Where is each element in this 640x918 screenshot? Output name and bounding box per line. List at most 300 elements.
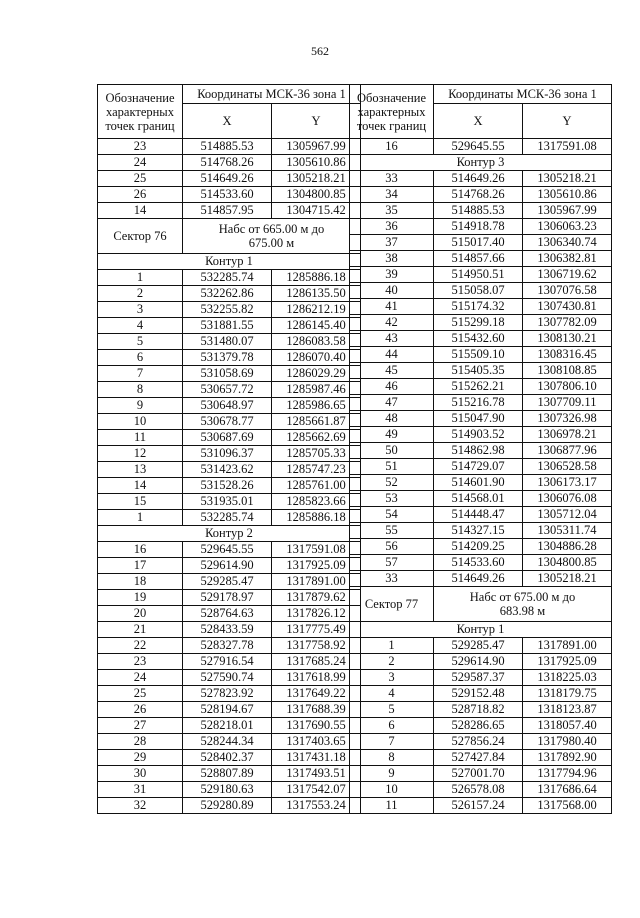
y-coordinate-cell: 1306076.08 (523, 491, 612, 507)
point-id-cell: 39 (350, 267, 434, 283)
y-coordinate-cell: 1285705.33 (272, 446, 361, 462)
contour-row (98, 254, 361, 270)
contour-label: Контур 2 (98, 526, 361, 542)
point-id-cell: 31 (98, 782, 183, 798)
header-y: Y (523, 104, 612, 139)
x-coordinate-cell: 529587.37 (434, 670, 523, 686)
coordinates-table-right (349, 84, 612, 814)
point-id-cell: 25 (98, 686, 183, 702)
y-coordinate-cell: 1306173.17 (523, 475, 612, 491)
table-row (350, 251, 612, 267)
table-row (98, 638, 361, 654)
point-id-cell: 37 (350, 235, 434, 251)
y-coordinate-cell: 1285886.18 (272, 270, 361, 286)
point-id-cell: 23 (98, 139, 183, 155)
point-id-cell: 34 (350, 187, 434, 203)
point-id-cell: 52 (350, 475, 434, 491)
table-row (350, 283, 612, 299)
x-coordinate-cell: 514768.26 (183, 155, 272, 171)
point-id-cell: 50 (350, 443, 434, 459)
table-row (350, 654, 612, 670)
point-id-cell: 3 (98, 302, 183, 318)
y-coordinate-cell: 1317925.09 (272, 558, 361, 574)
y-coordinate-cell: 1307326.98 (523, 411, 612, 427)
table-row (98, 203, 361, 219)
y-coordinate-cell: 1307806.10 (523, 379, 612, 395)
header-point-designation: Обозначение характерных точек границ (350, 85, 434, 139)
table-row (350, 171, 612, 187)
x-coordinate-cell: 515432.60 (434, 331, 523, 347)
x-coordinate-cell: 531528.26 (183, 478, 272, 494)
x-coordinate-cell: 530648.97 (183, 398, 272, 414)
x-coordinate-cell: 528807.89 (183, 766, 272, 782)
y-coordinate-cell: 1317568.00 (523, 798, 612, 814)
table-row (98, 430, 361, 446)
y-coordinate-cell: 1305311.74 (523, 523, 612, 539)
point-id-cell: 24 (98, 155, 183, 171)
table-row (350, 782, 612, 798)
y-coordinate-cell: 1317553.24 (272, 798, 361, 814)
y-coordinate-cell: 1304800.85 (272, 187, 361, 203)
header-y: Y (272, 104, 361, 139)
y-coordinate-cell: 1307430.81 (523, 299, 612, 315)
point-id-cell: 55 (350, 523, 434, 539)
table-row (350, 187, 612, 203)
header-x: X (434, 104, 523, 139)
x-coordinate-cell: 528286.65 (434, 718, 523, 734)
point-id-cell: 56 (350, 539, 434, 555)
left-table-body (98, 85, 361, 814)
point-id-cell: 10 (98, 414, 183, 430)
y-coordinate-cell: 1318123.87 (523, 702, 612, 718)
point-id-cell: 54 (350, 507, 434, 523)
sector-height-range: Набс от 675.00 м до 683.98 м (434, 587, 612, 622)
point-id-cell: 2 (98, 286, 183, 302)
y-coordinate-cell: 1304800.85 (523, 555, 612, 571)
y-coordinate-cell: 1317591.08 (523, 139, 612, 155)
table-row (350, 686, 612, 702)
x-coordinate-cell: 528718.82 (434, 702, 523, 718)
y-coordinate-cell: 1308108.85 (523, 363, 612, 379)
x-coordinate-cell: 514209.25 (434, 539, 523, 555)
point-id-cell: 7 (350, 734, 434, 750)
contour-label: Контур 3 (350, 155, 612, 171)
point-id-cell: 51 (350, 459, 434, 475)
x-coordinate-cell: 514448.47 (434, 507, 523, 523)
x-coordinate-cell: 529285.47 (183, 574, 272, 590)
y-coordinate-cell: 1307782.09 (523, 315, 612, 331)
sector-height-range: Набс от 665.00 м до 675.00 м (183, 219, 361, 254)
y-coordinate-cell: 1317794.96 (523, 766, 612, 782)
table-row (98, 622, 361, 638)
point-id-cell: 17 (98, 558, 183, 574)
table-row (98, 574, 361, 590)
x-coordinate-cell: 515509.10 (434, 347, 523, 363)
table-row (350, 750, 612, 766)
table-row (98, 318, 361, 334)
y-coordinate-cell: 1306719.62 (523, 267, 612, 283)
x-coordinate-cell: 528433.59 (183, 622, 272, 638)
point-id-cell: 25 (98, 171, 183, 187)
y-coordinate-cell: 1317980.40 (523, 734, 612, 750)
table-row (98, 766, 361, 782)
table-row (98, 462, 361, 478)
point-id-cell: 9 (350, 766, 434, 782)
table-row (350, 718, 612, 734)
table-row (98, 139, 361, 155)
point-id-cell: 13 (98, 462, 183, 478)
point-id-cell: 47 (350, 395, 434, 411)
sector-name: Сектор 76 (98, 219, 183, 254)
table-row (98, 510, 361, 526)
x-coordinate-cell: 514857.66 (434, 251, 523, 267)
x-coordinate-cell: 528194.67 (183, 702, 272, 718)
table-row (350, 347, 612, 363)
table-row (98, 686, 361, 702)
point-id-cell: 29 (98, 750, 183, 766)
table-row (98, 654, 361, 670)
x-coordinate-cell: 514857.95 (183, 203, 272, 219)
table-row (98, 494, 361, 510)
table-row (98, 286, 361, 302)
y-coordinate-cell: 1317775.49 (272, 622, 361, 638)
table-row (98, 542, 361, 558)
table-row (98, 366, 361, 382)
y-coordinate-cell: 1285761.00 (272, 478, 361, 494)
point-id-cell: 26 (98, 702, 183, 718)
right-table-body (350, 85, 612, 814)
x-coordinate-cell: 530678.77 (183, 414, 272, 430)
y-coordinate-cell: 1285986.65 (272, 398, 361, 414)
y-coordinate-cell: 1306877.96 (523, 443, 612, 459)
y-coordinate-cell: 1304886.28 (523, 539, 612, 555)
x-coordinate-cell: 514568.01 (434, 491, 523, 507)
y-coordinate-cell: 1317591.08 (272, 542, 361, 558)
table-row (350, 139, 612, 155)
y-coordinate-cell: 1286083.58 (272, 334, 361, 350)
x-coordinate-cell: 529178.97 (183, 590, 272, 606)
sector-row (98, 219, 361, 254)
y-coordinate-cell: 1317688.39 (272, 702, 361, 718)
table-row (350, 235, 612, 251)
point-id-cell: 33 (350, 171, 434, 187)
x-coordinate-cell: 515047.90 (434, 411, 523, 427)
x-coordinate-cell: 529614.90 (434, 654, 523, 670)
y-coordinate-cell: 1317431.18 (272, 750, 361, 766)
y-coordinate-cell: 1307709.11 (523, 395, 612, 411)
point-id-cell: 1 (98, 510, 183, 526)
y-coordinate-cell: 1317649.22 (272, 686, 361, 702)
x-coordinate-cell: 532285.74 (183, 510, 272, 526)
table-row (98, 734, 361, 750)
table-row (98, 782, 361, 798)
table-row (350, 395, 612, 411)
x-coordinate-cell: 531058.69 (183, 366, 272, 382)
table-row (350, 798, 612, 814)
y-coordinate-cell: 1286212.19 (272, 302, 361, 318)
x-coordinate-cell: 514918.78 (434, 219, 523, 235)
table-row (350, 459, 612, 475)
x-coordinate-cell: 515262.21 (434, 379, 523, 395)
point-id-cell: 9 (98, 398, 183, 414)
point-id-cell: 48 (350, 411, 434, 427)
point-id-cell: 53 (350, 491, 434, 507)
point-id-cell: 22 (98, 638, 183, 654)
point-id-cell: 4 (98, 318, 183, 334)
point-id-cell: 26 (98, 187, 183, 203)
y-coordinate-cell: 1317686.64 (523, 782, 612, 798)
table-row (98, 590, 361, 606)
x-coordinate-cell: 529280.89 (183, 798, 272, 814)
y-coordinate-cell: 1285886.18 (272, 510, 361, 526)
point-id-cell: 4 (350, 686, 434, 702)
point-id-cell: 5 (98, 334, 183, 350)
contour-label: Контур 1 (98, 254, 361, 270)
x-coordinate-cell: 532255.82 (183, 302, 272, 318)
point-id-cell: 43 (350, 331, 434, 347)
table-row (350, 219, 612, 235)
table-row (98, 750, 361, 766)
y-coordinate-cell: 1286145.40 (272, 318, 361, 334)
point-id-cell: 2 (350, 654, 434, 670)
point-id-cell: 21 (98, 622, 183, 638)
point-id-cell: 35 (350, 203, 434, 219)
x-coordinate-cell: 528402.37 (183, 750, 272, 766)
table-row (98, 382, 361, 398)
contour-label: Контур 1 (350, 622, 612, 638)
y-coordinate-cell: 1317542.07 (272, 782, 361, 798)
point-id-cell: 46 (350, 379, 434, 395)
point-id-cell: 1 (350, 638, 434, 654)
table-row (98, 558, 361, 574)
x-coordinate-cell: 527856.24 (434, 734, 523, 750)
y-coordinate-cell: 1285987.46 (272, 382, 361, 398)
x-coordinate-cell: 514768.26 (434, 187, 523, 203)
table-row (350, 427, 612, 443)
point-id-cell: 3 (350, 670, 434, 686)
x-coordinate-cell: 515058.07 (434, 283, 523, 299)
y-coordinate-cell: 1317891.00 (523, 638, 612, 654)
table-row (98, 334, 361, 350)
table-row (350, 507, 612, 523)
x-coordinate-cell: 514533.60 (183, 187, 272, 203)
contour-row (350, 155, 612, 171)
x-coordinate-cell: 514601.90 (434, 475, 523, 491)
x-coordinate-cell: 514649.26 (434, 571, 523, 587)
table-row (350, 315, 612, 331)
table-row (98, 350, 361, 366)
y-coordinate-cell: 1286070.40 (272, 350, 361, 366)
table-row (350, 523, 612, 539)
point-id-cell: 6 (350, 718, 434, 734)
table-row (98, 398, 361, 414)
point-id-cell: 1 (98, 270, 183, 286)
x-coordinate-cell: 532262.86 (183, 286, 272, 302)
x-coordinate-cell: 528244.34 (183, 734, 272, 750)
x-coordinate-cell: 531379.78 (183, 350, 272, 366)
table-row (350, 491, 612, 507)
table-row (98, 478, 361, 494)
point-id-cell: 20 (98, 606, 183, 622)
table-row (98, 718, 361, 734)
contour-row (98, 526, 361, 542)
y-coordinate-cell: 1305218.21 (523, 171, 612, 187)
point-id-cell: 14 (98, 203, 183, 219)
y-coordinate-cell: 1317879.62 (272, 590, 361, 606)
y-coordinate-cell: 1318057.40 (523, 718, 612, 734)
x-coordinate-cell: 529285.47 (434, 638, 523, 654)
y-coordinate-cell: 1306978.21 (523, 427, 612, 443)
y-coordinate-cell: 1318179.75 (523, 686, 612, 702)
point-id-cell: 10 (350, 782, 434, 798)
point-id-cell: 28 (98, 734, 183, 750)
x-coordinate-cell: 515299.18 (434, 315, 523, 331)
x-coordinate-cell: 514885.53 (183, 139, 272, 155)
y-coordinate-cell: 1285747.23 (272, 462, 361, 478)
x-coordinate-cell: 529614.90 (183, 558, 272, 574)
table-row (350, 379, 612, 395)
y-coordinate-cell: 1305610.86 (272, 155, 361, 171)
point-id-cell: 11 (350, 798, 434, 814)
point-id-cell: 38 (350, 251, 434, 267)
table-row (350, 670, 612, 686)
x-coordinate-cell: 526157.24 (434, 798, 523, 814)
sector-row (350, 587, 612, 622)
sector-name: Сектор 77 (350, 587, 434, 622)
y-coordinate-cell: 1317685.24 (272, 654, 361, 670)
table-row (98, 446, 361, 462)
table-row (98, 155, 361, 171)
x-coordinate-cell: 530687.69 (183, 430, 272, 446)
table-row (350, 411, 612, 427)
table-row (98, 171, 361, 187)
point-id-cell: 5 (350, 702, 434, 718)
y-coordinate-cell: 1317403.65 (272, 734, 361, 750)
table-row (350, 443, 612, 459)
x-coordinate-cell: 531480.07 (183, 334, 272, 350)
x-coordinate-cell: 514533.60 (434, 555, 523, 571)
x-coordinate-cell: 515174.32 (434, 299, 523, 315)
point-id-cell: 44 (350, 347, 434, 363)
y-coordinate-cell: 1317618.99 (272, 670, 361, 686)
x-coordinate-cell: 514649.26 (434, 171, 523, 187)
header-point-designation: Обозначение характерных точек границ (98, 85, 183, 139)
x-coordinate-cell: 529152.48 (434, 686, 523, 702)
y-coordinate-cell: 1285662.69 (272, 430, 361, 446)
point-id-cell: 49 (350, 427, 434, 443)
table-row (350, 571, 612, 587)
y-coordinate-cell: 1317493.51 (272, 766, 361, 782)
point-id-cell: 57 (350, 555, 434, 571)
y-coordinate-cell: 1308130.21 (523, 331, 612, 347)
table-row (350, 539, 612, 555)
y-coordinate-cell: 1306382.81 (523, 251, 612, 267)
table-row (350, 475, 612, 491)
x-coordinate-cell: 531096.37 (183, 446, 272, 462)
point-id-cell: 8 (350, 750, 434, 766)
point-id-cell: 15 (98, 494, 183, 510)
point-id-cell: 36 (350, 219, 434, 235)
table-row (350, 702, 612, 718)
table-row (98, 187, 361, 203)
y-coordinate-cell: 1286029.29 (272, 366, 361, 382)
y-coordinate-cell: 1307076.58 (523, 283, 612, 299)
y-coordinate-cell: 1317925.09 (523, 654, 612, 670)
y-coordinate-cell: 1317892.90 (523, 750, 612, 766)
point-id-cell: 12 (98, 446, 183, 462)
point-id-cell: 19 (98, 590, 183, 606)
x-coordinate-cell: 526578.08 (434, 782, 523, 798)
point-id-cell: 14 (98, 478, 183, 494)
y-coordinate-cell: 1306340.74 (523, 235, 612, 251)
x-coordinate-cell: 515017.40 (434, 235, 523, 251)
y-coordinate-cell: 1318225.03 (523, 670, 612, 686)
point-id-cell: 41 (350, 299, 434, 315)
y-coordinate-cell: 1305967.99 (272, 139, 361, 155)
x-coordinate-cell: 529645.55 (183, 542, 272, 558)
page-number: 562 (311, 44, 329, 58)
point-id-cell: 27 (98, 718, 183, 734)
point-id-cell: 16 (350, 139, 434, 155)
y-coordinate-cell: 1317690.55 (272, 718, 361, 734)
x-coordinate-cell: 515216.78 (434, 395, 523, 411)
y-coordinate-cell: 1317758.92 (272, 638, 361, 654)
x-coordinate-cell: 514903.52 (434, 427, 523, 443)
header-x: X (183, 104, 272, 139)
table-row (98, 414, 361, 430)
point-id-cell: 23 (98, 654, 183, 670)
x-coordinate-cell: 528764.63 (183, 606, 272, 622)
header-coordinates-title: Координаты МСК-36 зона 1 (434, 85, 612, 104)
table-row (98, 798, 361, 814)
point-id-cell: 42 (350, 315, 434, 331)
x-coordinate-cell: 514862.98 (434, 443, 523, 459)
y-coordinate-cell: 1305967.99 (523, 203, 612, 219)
table-row (350, 331, 612, 347)
y-coordinate-cell: 1306063.23 (523, 219, 612, 235)
table-row (98, 670, 361, 686)
x-coordinate-cell: 531423.62 (183, 462, 272, 478)
point-id-cell: 40 (350, 283, 434, 299)
header-coordinates-title: Координаты МСК-36 зона 1 (183, 85, 361, 104)
point-id-cell: 30 (98, 766, 183, 782)
point-id-cell: 32 (98, 798, 183, 814)
y-coordinate-cell: 1306528.58 (523, 459, 612, 475)
table-row (350, 555, 612, 571)
point-id-cell: 16 (98, 542, 183, 558)
y-coordinate-cell: 1305218.21 (523, 571, 612, 587)
x-coordinate-cell: 528218.01 (183, 718, 272, 734)
table-row (98, 302, 361, 318)
table-row (350, 299, 612, 315)
contour-row (350, 622, 612, 638)
coordinates-table-left (97, 84, 361, 814)
x-coordinate-cell: 514327.15 (434, 523, 523, 539)
table-row (98, 270, 361, 286)
x-coordinate-cell: 527427.84 (434, 750, 523, 766)
table-row (350, 203, 612, 219)
table-row (98, 702, 361, 718)
table-row (350, 267, 612, 283)
x-coordinate-cell: 531935.01 (183, 494, 272, 510)
y-coordinate-cell: 1308316.45 (523, 347, 612, 363)
point-id-cell: 33 (350, 571, 434, 587)
x-coordinate-cell: 530657.72 (183, 382, 272, 398)
y-coordinate-cell: 1304715.42 (272, 203, 361, 219)
table-row (350, 734, 612, 750)
table-row (350, 766, 612, 782)
y-coordinate-cell: 1305712.04 (523, 507, 612, 523)
